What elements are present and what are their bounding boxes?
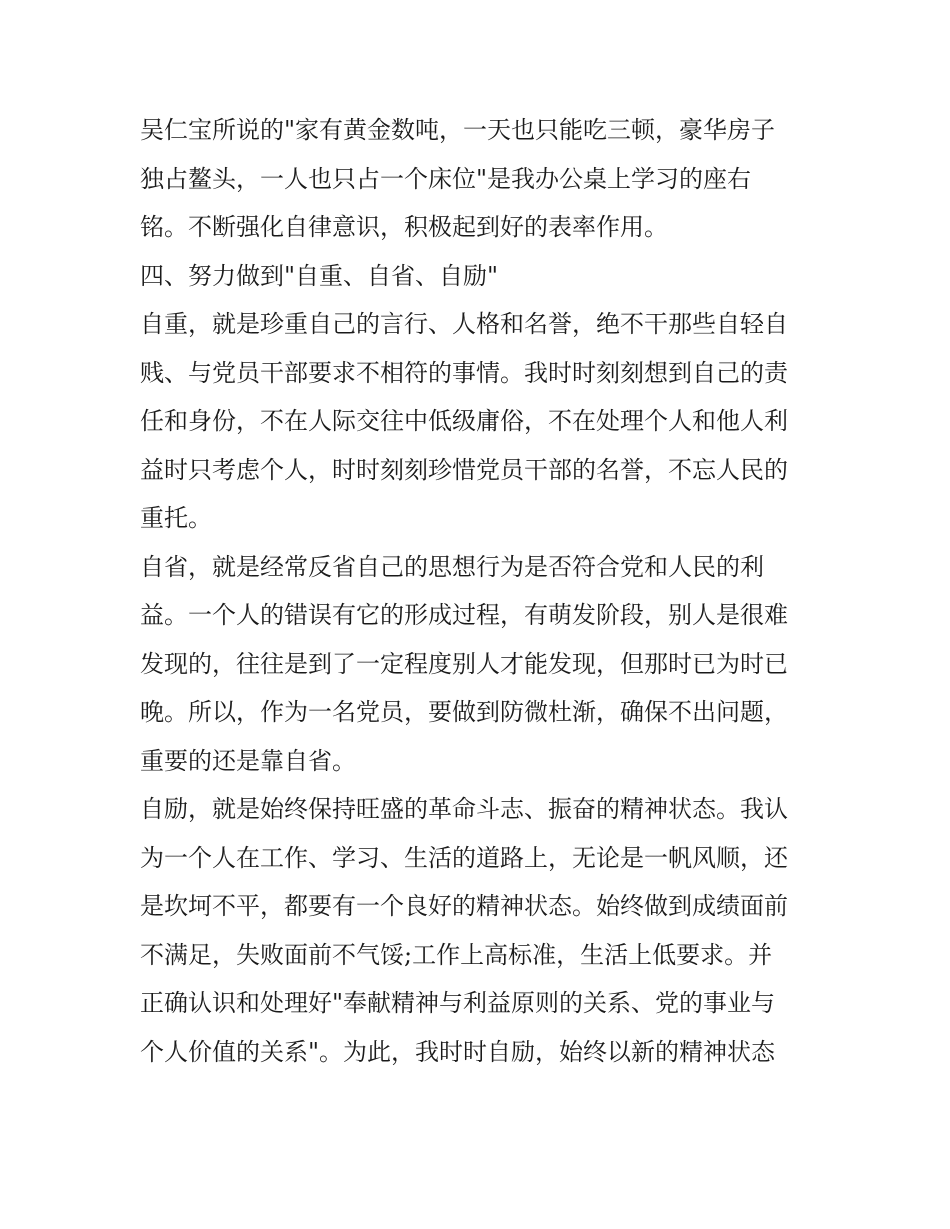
- text-line: 益。一个人的错误有它的形成过程，有萌发阶段，别人是很难: [140, 601, 788, 629]
- text-line: 独占鳌头，一人也只占一个床位"是我办公桌上学习的座右: [140, 164, 752, 193]
- text-line: 正确认识和处理好"奉献精神与利益原则的关系、党的事业与: [140, 989, 776, 1017]
- section-heading: 四、努力做到"自重、自省、自励": [140, 261, 499, 290]
- text-line: 贱、与党员干部要求不相符的事情。我时时刻刻想到自己的责: [140, 358, 788, 387]
- text-line: 是坎坷不平，都要有一个良好的精神状态。始终做到成绩面前: [140, 892, 788, 920]
- text-line: 个人价值的关系"。为此，我时时自励，始终以新的精神状态: [140, 1037, 776, 1066]
- text-line: 重要的还是靠自省。: [140, 746, 356, 775]
- text-line: 重托。: [140, 504, 212, 532]
- text-line: 铭。不断强化自律意识，积极起到好的表率作用。: [140, 213, 668, 241]
- text-line: 自励，就是始终保持旺盛的革命斗志、振奋的精神状态。我认: [140, 795, 788, 823]
- text-line: 自重，就是珍重自己的言行、人格和名誉，绝不干那些自轻自: [140, 310, 788, 338]
- text-line: 自省，就是经常反省自己的思想行为是否符合党和人民的利: [140, 552, 764, 581]
- text-line: 为一个人在工作、学习、生活的道路上，无论是一帆风顺，还: [140, 843, 788, 872]
- text-line: 发现的，往往是到了一定程度别人才能发现，但那时已为时已: [140, 649, 788, 678]
- text-line: 吴仁宝所说的"家有黄金数吨，一天也只能吃三顿，豪华房子: [140, 116, 776, 144]
- text-line: 不满足，失败面前不气馁;工作上高标准，生活上低要求。并: [140, 940, 773, 969]
- text-line: 晚。所以，作为一名党员，要做到防微杜渐，确保不出问题，: [140, 698, 788, 726]
- text-line: 益时只考虑个人，时时刻刻珍惜党员干部的名誉，不忘人民的: [140, 455, 788, 484]
- text-line: 任和身份，不在人际交往中低级庸俗，不在处理个人和他人利: [140, 407, 788, 435]
- body-text: [140, 106, 820, 1076]
